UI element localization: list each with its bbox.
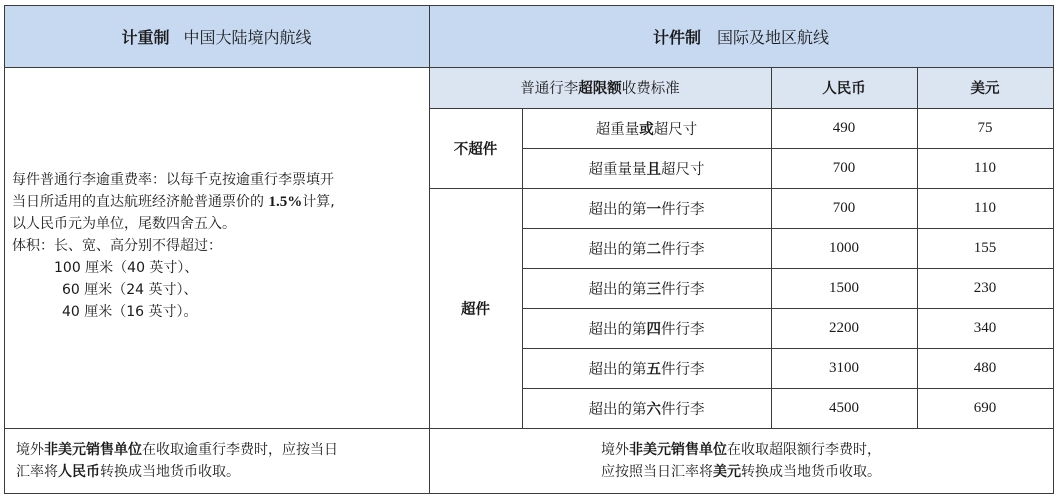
header-international-text: 国际及地区航线 bbox=[717, 27, 830, 47]
desc-part-c: 件行李 bbox=[661, 361, 705, 378]
rate-percent: 1.5% bbox=[268, 194, 303, 210]
rate-usd-value: 230 bbox=[973, 279, 997, 296]
group-over-label: 超件 bbox=[461, 301, 490, 318]
desc-part-c: 超尺寸 bbox=[661, 161, 705, 178]
group-not-over-label: 不超件 bbox=[453, 141, 498, 158]
row-divider bbox=[522, 268, 1053, 269]
rate-usd-value: 110 bbox=[974, 199, 996, 216]
desc-part-c: 超尺寸 bbox=[653, 121, 698, 138]
fd-5: 人民币 bbox=[58, 463, 100, 480]
desc-part-a: 超出的第 bbox=[588, 401, 647, 418]
desc-part-c: 件行李 bbox=[661, 401, 705, 418]
rate-line-2 bbox=[12, 191, 420, 213]
header-domestic bbox=[4, 5, 429, 67]
rate-usd-value: 75 bbox=[977, 119, 993, 136]
divider-rmb bbox=[771, 67, 772, 428]
row-divider bbox=[522, 388, 1053, 389]
footer-international-line-2 bbox=[601, 461, 881, 483]
desc-part-emphasis: 三 bbox=[646, 281, 661, 298]
fd-3: 在收取逾重行李费时，应按当日 bbox=[142, 441, 338, 458]
footer-international-line-1 bbox=[601, 439, 881, 461]
rate-row-description bbox=[522, 348, 771, 388]
dimension-height: 40 厘米（16 英寸）。 bbox=[62, 304, 198, 320]
line-group-split bbox=[429, 188, 1053, 189]
rate-row-description bbox=[522, 268, 771, 308]
fi-1: 境外 bbox=[601, 441, 629, 458]
rate-usd-value: 110 bbox=[974, 159, 996, 176]
rate-rmb-value: 1500 bbox=[829, 279, 859, 296]
desc-part-c: 件行李 bbox=[661, 321, 705, 338]
header-international bbox=[429, 5, 1053, 67]
fi-2: 非美元销售单位 bbox=[629, 441, 727, 458]
desc-part-a: 超出的第 bbox=[588, 201, 647, 218]
border-right bbox=[1053, 5, 1054, 494]
desc-part-emphasis: 四 bbox=[646, 321, 661, 338]
row-divider bbox=[522, 228, 1053, 229]
desc-part-emphasis: 且 bbox=[646, 161, 661, 178]
desc-part-emphasis: 二 bbox=[646, 241, 661, 258]
rate-line-3: 以人民币元为单位，尾数四舍五入。 bbox=[12, 216, 236, 232]
group-not-over-count bbox=[429, 108, 522, 188]
rate-rmb-value: 700 bbox=[832, 199, 856, 216]
header-domestic-bold: 计重制 bbox=[121, 27, 170, 47]
rate-rmb-value: 490 bbox=[832, 119, 856, 136]
header-domestic-text: 中国大陆境内航线 bbox=[183, 27, 312, 47]
fi-5: 美元 bbox=[713, 463, 741, 480]
footer-domestic-line-2 bbox=[16, 461, 240, 483]
rate-rmb-value: 1000 bbox=[829, 239, 859, 256]
rate-line-2a: 当日所适用的直达航班经济舱普通票价的 bbox=[12, 194, 269, 210]
rate-row-description bbox=[522, 228, 771, 268]
rate-row-description bbox=[522, 388, 771, 428]
desc-part-c: 件行李 bbox=[661, 281, 705, 298]
line-header-bottom bbox=[4, 67, 1053, 68]
volume-label: 体积：长、宽、高分别不得超过： bbox=[12, 238, 222, 254]
rate-usd-value: 340 bbox=[973, 319, 997, 336]
fd-2: 非美元销售单位 bbox=[44, 441, 142, 458]
rate-line-2b: 计算, bbox=[302, 194, 335, 210]
row-divider bbox=[522, 348, 1053, 349]
standard-header-bold: 超限额 bbox=[578, 81, 622, 97]
desc-part-a: 超出的第 bbox=[588, 281, 647, 298]
desc-part-a: 超重量 bbox=[595, 121, 640, 138]
divider-main bbox=[429, 5, 430, 494]
fi-6: 转换成当地货币收取。 bbox=[741, 463, 881, 480]
desc-part-emphasis: 或 bbox=[639, 121, 654, 138]
rate-usd-value: 480 bbox=[973, 359, 997, 376]
fi-3: 在收取超限额行李费时， bbox=[727, 441, 881, 458]
desc-part-emphasis: 一 bbox=[646, 201, 661, 218]
dimension-length: 100 厘米（40 英寸）、 bbox=[54, 260, 199, 276]
desc-part-emphasis: 五 bbox=[646, 361, 661, 378]
footer-domestic-line-1 bbox=[16, 439, 338, 461]
desc-part-a: 超出的第 bbox=[588, 361, 647, 378]
divider-usd bbox=[917, 67, 918, 428]
rate-usd-value: 690 bbox=[973, 399, 997, 416]
desc-part-c: 件行李 bbox=[661, 201, 705, 218]
fi-4: 应按照当日汇率将 bbox=[601, 463, 713, 480]
rate-row-description bbox=[522, 148, 771, 188]
border-bottom bbox=[4, 493, 1053, 494]
rate-rmb-value: 700 bbox=[832, 159, 856, 176]
rate-row-description bbox=[522, 188, 771, 228]
rate-row-description bbox=[522, 108, 771, 148]
standard-header-pre: 普通行李 bbox=[520, 81, 579, 97]
row-divider bbox=[522, 148, 1053, 149]
fd-1: 境外 bbox=[16, 441, 44, 458]
desc-part-a: 超出的第 bbox=[588, 321, 647, 338]
desc-part-emphasis: 六 bbox=[646, 401, 661, 418]
row-divider bbox=[522, 308, 1053, 309]
rate-rmb-value: 3100 bbox=[829, 359, 859, 376]
line-footer-top bbox=[4, 428, 1053, 429]
header-international-bold: 计件制 bbox=[652, 27, 701, 47]
rate-line-1: 每件普通行李逾重费率：以每千克按逾重行李票填开 bbox=[12, 172, 334, 188]
rate-usd-value: 155 bbox=[973, 239, 997, 256]
col-rmb-label: 人民币 bbox=[822, 81, 866, 97]
desc-part-a: 超重量量 bbox=[588, 161, 647, 178]
border-top bbox=[4, 5, 1053, 6]
border-left bbox=[4, 5, 5, 494]
rate-rmb-value: 2200 bbox=[829, 319, 859, 336]
domestic-rules bbox=[12, 169, 420, 323]
fd-6: 转换成当地货币收取。 bbox=[100, 463, 240, 480]
footer-international-note bbox=[429, 428, 1053, 493]
desc-part-c: 件行李 bbox=[661, 241, 705, 258]
standard-header bbox=[429, 67, 771, 108]
fd-4: 汇率将 bbox=[16, 463, 58, 480]
group-over-count bbox=[429, 188, 522, 428]
col-usd-label: 美元 bbox=[970, 81, 1000, 97]
rate-rmb-value: 4500 bbox=[829, 399, 859, 416]
dimension-width: 60 厘米（24 英寸）、 bbox=[62, 282, 198, 298]
footer-domestic-note bbox=[4, 428, 429, 493]
desc-part-a: 超出的第 bbox=[588, 241, 647, 258]
col-rmb-header bbox=[771, 67, 917, 108]
rate-row-description bbox=[522, 308, 771, 348]
standard-header-post: 收费标准 bbox=[621, 81, 680, 97]
col-usd-header bbox=[917, 67, 1053, 108]
